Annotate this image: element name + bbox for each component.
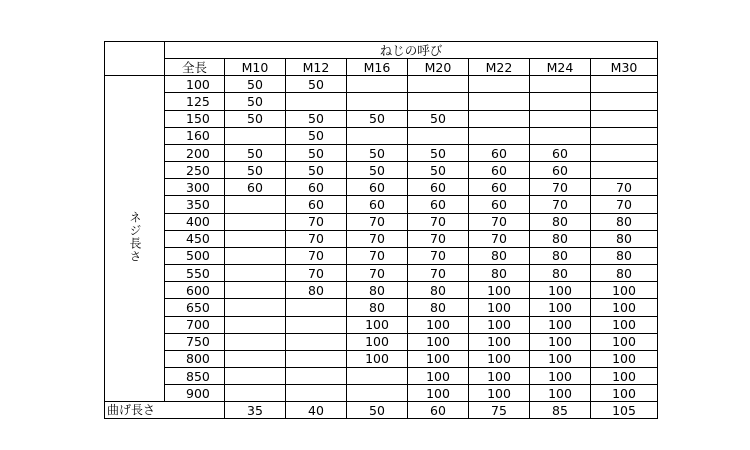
- thread-length-cell: 80: [347, 282, 408, 299]
- size-header: M24: [530, 59, 591, 76]
- thread-length-cell: 100: [408, 367, 469, 384]
- table-row: [105, 299, 658, 316]
- thread-length-cell: 70: [347, 230, 408, 247]
- thread-length-cell: 60: [530, 144, 591, 161]
- total-length-cell: 850: [165, 367, 225, 384]
- thread-length-cell: [286, 299, 347, 316]
- thread-length-cell: 100: [530, 282, 591, 299]
- thread-length-cell: [469, 127, 530, 144]
- total-length-cell: 400: [165, 213, 225, 230]
- thread-length-cell: 60: [347, 179, 408, 196]
- table-row: [105, 127, 658, 144]
- thread-length-cell: 70: [408, 265, 469, 282]
- total-length-cell: 500: [165, 247, 225, 264]
- size-header: M20: [408, 59, 469, 76]
- thread-length-cell: 60: [286, 179, 347, 196]
- thread-length-label: [105, 76, 165, 402]
- thread-length-cell: 80: [530, 265, 591, 282]
- thread-length-cell: [286, 385, 347, 402]
- thread-length-cell: 50: [225, 110, 286, 127]
- total-length-cell: 160: [165, 127, 225, 144]
- thread-length-text: ネジ長さ: [128, 210, 142, 263]
- thread-length-cell: 60: [286, 196, 347, 213]
- thread-length-cell: 80: [408, 299, 469, 316]
- thread-length-cell: 80: [591, 265, 658, 282]
- thread-length-cell: 50: [347, 162, 408, 179]
- thread-length-cell: 50: [286, 110, 347, 127]
- table-row: [105, 282, 658, 299]
- thread-length-cell: 70: [408, 247, 469, 264]
- table-row: [105, 196, 658, 213]
- thread-length-cell: [530, 93, 591, 110]
- thread-length-cell: 50: [347, 110, 408, 127]
- total-length-cell: 300: [165, 179, 225, 196]
- total-length-cell: 800: [165, 350, 225, 367]
- thread-length-cell: [225, 350, 286, 367]
- thread-length-cell: 100: [591, 385, 658, 402]
- thread-length-cell: 100: [469, 350, 530, 367]
- thread-length-cell: 100: [469, 299, 530, 316]
- thread-length-cell: 50: [225, 76, 286, 93]
- thread-length-cell: [286, 367, 347, 384]
- bend-length-cell: 50: [347, 402, 408, 419]
- thread-length-cell: [469, 93, 530, 110]
- thread-length-cell: 100: [530, 367, 591, 384]
- thread-length-cell: [591, 127, 658, 144]
- thread-length-cell: 70: [530, 196, 591, 213]
- thread-length-cell: [347, 385, 408, 402]
- thread-length-cell: 80: [469, 265, 530, 282]
- size-header: M22: [469, 59, 530, 76]
- thread-length-cell: 50: [286, 76, 347, 93]
- thread-length-cell: 80: [469, 247, 530, 264]
- thread-length-cell: 50: [408, 162, 469, 179]
- thread-length-cell: 100: [530, 316, 591, 333]
- thread-length-cell: 80: [530, 230, 591, 247]
- thread-length-cell: [286, 316, 347, 333]
- thread-length-cell: 100: [469, 385, 530, 402]
- thread-length-cell: 70: [408, 213, 469, 230]
- size-header: M12: [286, 59, 347, 76]
- table-row: [105, 179, 658, 196]
- thread-length-cell: 100: [591, 333, 658, 350]
- thread-length-cell: 100: [591, 350, 658, 367]
- thread-length-cell: 70: [530, 179, 591, 196]
- thread-length-cell: 100: [591, 316, 658, 333]
- thread-length-cell: 100: [591, 367, 658, 384]
- total-length-cell: 900: [165, 385, 225, 402]
- thread-length-cell: [347, 93, 408, 110]
- size-header: M10: [225, 59, 286, 76]
- total-length-cell: 100: [165, 76, 225, 93]
- table-row: [105, 265, 658, 282]
- table-row: [105, 230, 658, 247]
- thread-length-cell: 70: [347, 213, 408, 230]
- thread-length-cell: [591, 93, 658, 110]
- thread-length-cell: [530, 110, 591, 127]
- thread-length-cell: 100: [408, 316, 469, 333]
- thread-length-cell: [225, 282, 286, 299]
- thread-length-cell: 80: [591, 213, 658, 230]
- thread-length-cell: 100: [347, 316, 408, 333]
- thread-length-cell: 70: [286, 230, 347, 247]
- table-row: [105, 93, 658, 110]
- thread-length-cell: 100: [530, 385, 591, 402]
- table-row: [105, 76, 658, 93]
- thread-length-cell: 70: [469, 213, 530, 230]
- thread-length-cell: 80: [286, 282, 347, 299]
- thread-length-cell: 100: [408, 333, 469, 350]
- thread-length-cell: 60: [469, 196, 530, 213]
- thread-length-cell: 70: [347, 265, 408, 282]
- thread-length-cell: [530, 127, 591, 144]
- thread-length-cell: 60: [469, 162, 530, 179]
- thread-length-cell: 50: [286, 127, 347, 144]
- table-row: [105, 213, 658, 230]
- thread-length-cell: 80: [347, 299, 408, 316]
- bend-length-cell: 85: [530, 402, 591, 419]
- total-length-cell: 550: [165, 265, 225, 282]
- thread-length-cell: 50: [286, 144, 347, 161]
- bend-length-cell: 105: [591, 402, 658, 419]
- thread-length-cell: 100: [408, 385, 469, 402]
- thread-length-cell: [469, 76, 530, 93]
- header-size-row: [105, 59, 658, 76]
- thread-length-cell: 50: [347, 144, 408, 161]
- total-length-cell: 650: [165, 299, 225, 316]
- size-header: M30: [591, 59, 658, 76]
- thread-length-cell: 100: [347, 333, 408, 350]
- thread-length-cell: 50: [286, 162, 347, 179]
- thread-length-cell: 70: [286, 265, 347, 282]
- table-row: [105, 144, 658, 161]
- thread-length-cell: [347, 76, 408, 93]
- thread-length-cell: [591, 76, 658, 93]
- thread-length-cell: 100: [469, 333, 530, 350]
- thread-length-cell: [469, 110, 530, 127]
- total-length-cell: 125: [165, 93, 225, 110]
- thread-length-cell: 70: [408, 230, 469, 247]
- thread-length-cell: [591, 144, 658, 161]
- thread-length-cell: 50: [225, 93, 286, 110]
- thread-length-cell: 70: [347, 247, 408, 264]
- total-length-header: 全長: [165, 59, 225, 76]
- table-row: [105, 110, 658, 127]
- thread-length-cell: 60: [408, 196, 469, 213]
- thread-length-cell: 100: [530, 299, 591, 316]
- thread-length-cell: 70: [591, 179, 658, 196]
- thread-length-cell: [225, 127, 286, 144]
- bend-length-cell: 40: [286, 402, 347, 419]
- thread-length-cell: 100: [469, 282, 530, 299]
- thread-length-cell: [591, 110, 658, 127]
- total-length-cell: 350: [165, 196, 225, 213]
- thread-length-cell: [286, 333, 347, 350]
- thread-length-cell: [286, 93, 347, 110]
- table-row: [105, 333, 658, 350]
- table-row: [105, 247, 658, 264]
- thread-length-cell: [225, 299, 286, 316]
- total-length-cell: 750: [165, 333, 225, 350]
- thread-length-cell: 80: [530, 247, 591, 264]
- table-row: [105, 350, 658, 367]
- thread-length-cell: 70: [469, 230, 530, 247]
- thread-length-cell: 70: [591, 196, 658, 213]
- table-row: [105, 367, 658, 384]
- header-title-row: [105, 42, 658, 59]
- thread-length-cell: [225, 385, 286, 402]
- table-row: [105, 385, 658, 402]
- total-length-cell: 200: [165, 144, 225, 161]
- thread-length-cell: 80: [530, 213, 591, 230]
- thread-length-cell: 70: [286, 247, 347, 264]
- thread-length-cell: 50: [408, 110, 469, 127]
- thread-length-cell: 50: [408, 144, 469, 161]
- thread-length-cell: 80: [408, 282, 469, 299]
- thread-length-cell: 100: [591, 299, 658, 316]
- thread-length-cell: [225, 367, 286, 384]
- nominal-size-title: ねじの呼び: [165, 42, 658, 59]
- thread-length-cell: [225, 265, 286, 282]
- thread-length-cell: [225, 230, 286, 247]
- thread-length-cell: [225, 213, 286, 230]
- thread-length-cell: 100: [530, 350, 591, 367]
- thread-length-cell: [225, 316, 286, 333]
- thread-length-cell: [347, 127, 408, 144]
- thread-length-cell: [225, 247, 286, 264]
- bend-length-label: 曲げ長さ: [105, 402, 225, 419]
- total-length-cell: 700: [165, 316, 225, 333]
- thread-length-cell: [286, 350, 347, 367]
- thread-length-cell: 60: [469, 144, 530, 161]
- thread-length-cell: [408, 127, 469, 144]
- thread-length-cell: [347, 367, 408, 384]
- thread-length-cell: 80: [591, 247, 658, 264]
- thread-length-cell: 100: [408, 350, 469, 367]
- bolt-spec-table: [104, 41, 658, 419]
- size-header: M16: [347, 59, 408, 76]
- thread-length-cell: [530, 76, 591, 93]
- total-length-cell: 150: [165, 110, 225, 127]
- thread-length-cell: 100: [530, 333, 591, 350]
- bend-length-cell: 35: [225, 402, 286, 419]
- corner-cell: [105, 42, 165, 59]
- thread-length-cell: 100: [469, 367, 530, 384]
- thread-length-cell: [408, 93, 469, 110]
- bend-length-cell: 60: [408, 402, 469, 419]
- corner-cell-lower: [105, 59, 165, 76]
- thread-length-cell: 100: [469, 316, 530, 333]
- bend-length-row: [105, 402, 658, 419]
- total-length-cell: 450: [165, 230, 225, 247]
- thread-length-cell: 60: [225, 179, 286, 196]
- thread-length-cell: [225, 196, 286, 213]
- thread-length-cell: 100: [591, 282, 658, 299]
- thread-length-cell: [225, 333, 286, 350]
- bend-length-cell: 75: [469, 402, 530, 419]
- thread-length-cell: 60: [408, 179, 469, 196]
- thread-length-cell: 50: [225, 162, 286, 179]
- total-length-cell: 600: [165, 282, 225, 299]
- total-length-cell: 250: [165, 162, 225, 179]
- table-row: [105, 316, 658, 333]
- thread-length-cell: 50: [225, 144, 286, 161]
- table-row: [105, 162, 658, 179]
- thread-length-cell: [408, 76, 469, 93]
- thread-length-cell: 60: [469, 179, 530, 196]
- thread-length-cell: 60: [347, 196, 408, 213]
- thread-length-cell: 70: [286, 213, 347, 230]
- thread-length-cell: [591, 162, 658, 179]
- thread-length-cell: 100: [347, 350, 408, 367]
- thread-length-cell: 60: [530, 162, 591, 179]
- thread-length-cell: 80: [591, 230, 658, 247]
